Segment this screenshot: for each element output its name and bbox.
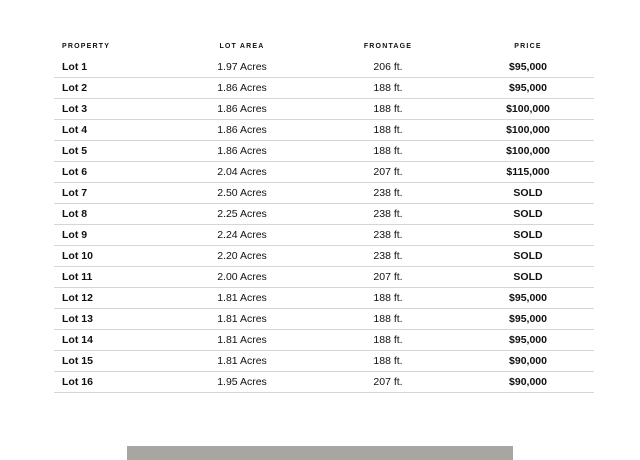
table-row [54,57,594,78]
cell-price: $100,000 [462,120,594,141]
table-row [54,372,594,393]
cell-lot-area: 2.24 Acres [170,225,314,246]
cell-frontage: 188 ft. [314,309,462,330]
cell-frontage: 206 ft. [314,57,462,78]
cell-frontage: 238 ft. [314,204,462,225]
cell-lot-area: 1.97 Acres [170,57,314,78]
cell-property: Lot 11 [54,267,170,288]
cell-frontage: 188 ft. [314,288,462,309]
cell-price: SOLD [462,246,594,267]
cell-frontage: 188 ft. [314,120,462,141]
cell-frontage: 207 ft. [314,372,462,393]
cell-price: $95,000 [462,330,594,351]
lots-table [54,35,594,393]
cell-price: $95,000 [462,309,594,330]
cell-frontage: 207 ft. [314,267,462,288]
table-row [54,162,594,183]
cell-price: SOLD [462,204,594,225]
cell-property: Lot 2 [54,78,170,99]
cell-property: Lot 13 [54,309,170,330]
table-row [54,225,594,246]
table-row [54,267,594,288]
table-row [54,309,594,330]
cell-property: Lot 4 [54,120,170,141]
cell-frontage: 238 ft. [314,246,462,267]
cell-property: Lot 5 [54,141,170,162]
cell-price: SOLD [462,225,594,246]
table-row [54,99,594,120]
cell-lot-area: 1.86 Acres [170,78,314,99]
cell-lot-area: 1.81 Acres [170,288,314,309]
header-row [54,35,594,57]
footer-bar [127,446,513,460]
cell-price: $100,000 [462,99,594,120]
cell-price: $95,000 [462,57,594,78]
cell-lot-area: 2.00 Acres [170,267,314,288]
cell-property: Lot 12 [54,288,170,309]
cell-frontage: 207 ft. [314,162,462,183]
cell-price: SOLD [462,267,594,288]
cell-lot-area: 1.81 Acres [170,309,314,330]
cell-property: Lot 1 [54,57,170,78]
cell-price: SOLD [462,183,594,204]
header-property: PROPERTY [62,42,111,50]
table-row [54,246,594,267]
cell-frontage: 188 ft. [314,351,462,372]
cell-property: Lot 10 [54,246,170,267]
table-row [54,204,594,225]
cell-frontage: 238 ft. [314,225,462,246]
header-lot-area: LOT AREA [219,42,265,50]
cell-lot-area: 2.04 Acres [170,162,314,183]
cell-lot-area: 1.81 Acres [170,330,314,351]
cell-property: Lot 16 [54,372,170,393]
table-row [54,78,594,99]
cell-price: $115,000 [462,162,594,183]
cell-frontage: 238 ft. [314,183,462,204]
cell-property: Lot 6 [54,162,170,183]
cell-price: $100,000 [462,141,594,162]
cell-property: Lot 3 [54,99,170,120]
cell-price: $90,000 [462,372,594,393]
table-body [54,57,594,393]
table-row [54,183,594,204]
cell-property: Lot 7 [54,183,170,204]
cell-lot-area: 1.81 Acres [170,351,314,372]
cell-lot-area: 1.86 Acres [170,99,314,120]
table-row [54,141,594,162]
table-header [54,35,594,57]
cell-lot-area: 1.86 Acres [170,120,314,141]
cell-property: Lot 8 [54,204,170,225]
cell-frontage: 188 ft. [314,99,462,120]
cell-lot-area: 2.20 Acres [170,246,314,267]
cell-lot-area: 2.50 Acres [170,183,314,204]
header-price: PRICE [514,42,542,50]
cell-price: $95,000 [462,288,594,309]
cell-price: $95,000 [462,78,594,99]
table-row [54,351,594,372]
table-row [54,288,594,309]
cell-lot-area: 1.86 Acres [170,141,314,162]
cell-property: Lot 15 [54,351,170,372]
header-frontage: FRONTAGE [363,42,413,50]
cell-lot-area: 1.95 Acres [170,372,314,393]
cell-frontage: 188 ft. [314,78,462,99]
cell-property: Lot 9 [54,225,170,246]
cell-price: $90,000 [462,351,594,372]
table-row [54,120,594,141]
cell-lot-area: 2.25 Acres [170,204,314,225]
table-row [54,330,594,351]
cell-property: Lot 14 [54,330,170,351]
cell-frontage: 188 ft. [314,330,462,351]
cell-frontage: 188 ft. [314,141,462,162]
